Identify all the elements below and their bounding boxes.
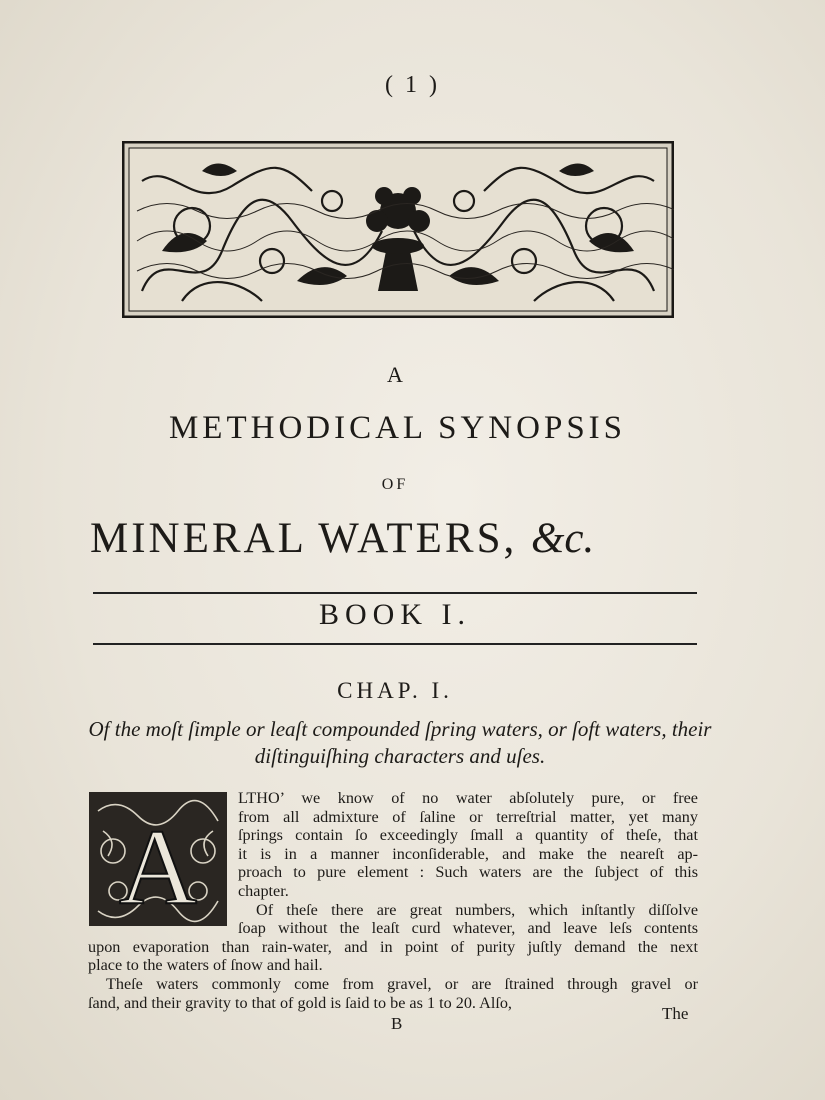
body-text <box>88 789 698 1012</box>
chapter-heading: CHAP. I. <box>337 678 453 703</box>
title-line-2 <box>90 514 710 563</box>
title-article: A <box>387 362 403 387</box>
title-line-1: METHODICAL SYNOPSIS <box>168 410 627 446</box>
catchword: The <box>662 1004 689 1023</box>
body-line: ſprings contain ſo exceedingly ſmall a quantity of theſe, that <box>238 826 698 845</box>
body-line: from all admixture of ſaline or terreſtrial matter, yet many <box>238 807 698 826</box>
body-line: LTHO’ we know of no water abſolutely pure, or free <box>238 789 698 807</box>
body-line: upon evaporation than rain-water, and in point of purity juſtly demand the next <box>88 937 698 956</box>
body-line: ſand, and their gravity to that of gold is ſaid to be as 1 to 20. Alſo, <box>88 993 512 1012</box>
body-line: it is in a manner inconſiderable, and make the neareſt ap- <box>238 844 698 863</box>
drop-cap-letter: A <box>119 808 197 927</box>
body-line: place to the waters of ſnow and hail. <box>88 956 323 975</box>
title-etc: &c. <box>530 515 595 562</box>
book-heading: BOOK I. <box>319 598 471 631</box>
body-line: chapter. <box>238 881 289 900</box>
bottom-rule <box>93 643 697 645</box>
body-line: Of theſe there are great numbers, which inſtantly diſſolve <box>256 900 698 919</box>
signature-mark: B <box>391 1014 403 1033</box>
title-mineral-waters: MINERAL WATERS, <box>90 515 518 562</box>
body-line: Theſe waters commonly come from gravel, or are ſtrained through gravel or <box>106 974 698 993</box>
chapter-subtitle: Of the moſt ſimple or leaſt compounded ſpring waters, or ſoft waters, their diſtinguiſhing characters and uſes. <box>88 717 712 768</box>
ornamental-headpiece <box>122 141 674 318</box>
page-number: ( 1 ) <box>385 72 440 98</box>
body-line: proach to pure element : Such waters are the ſubject of this <box>238 863 698 882</box>
top-rule <box>93 592 697 594</box>
title-of: OF <box>381 476 409 493</box>
body-line: ſoap without the leaſt curd whatever, and leave leſs contents <box>238 919 698 938</box>
